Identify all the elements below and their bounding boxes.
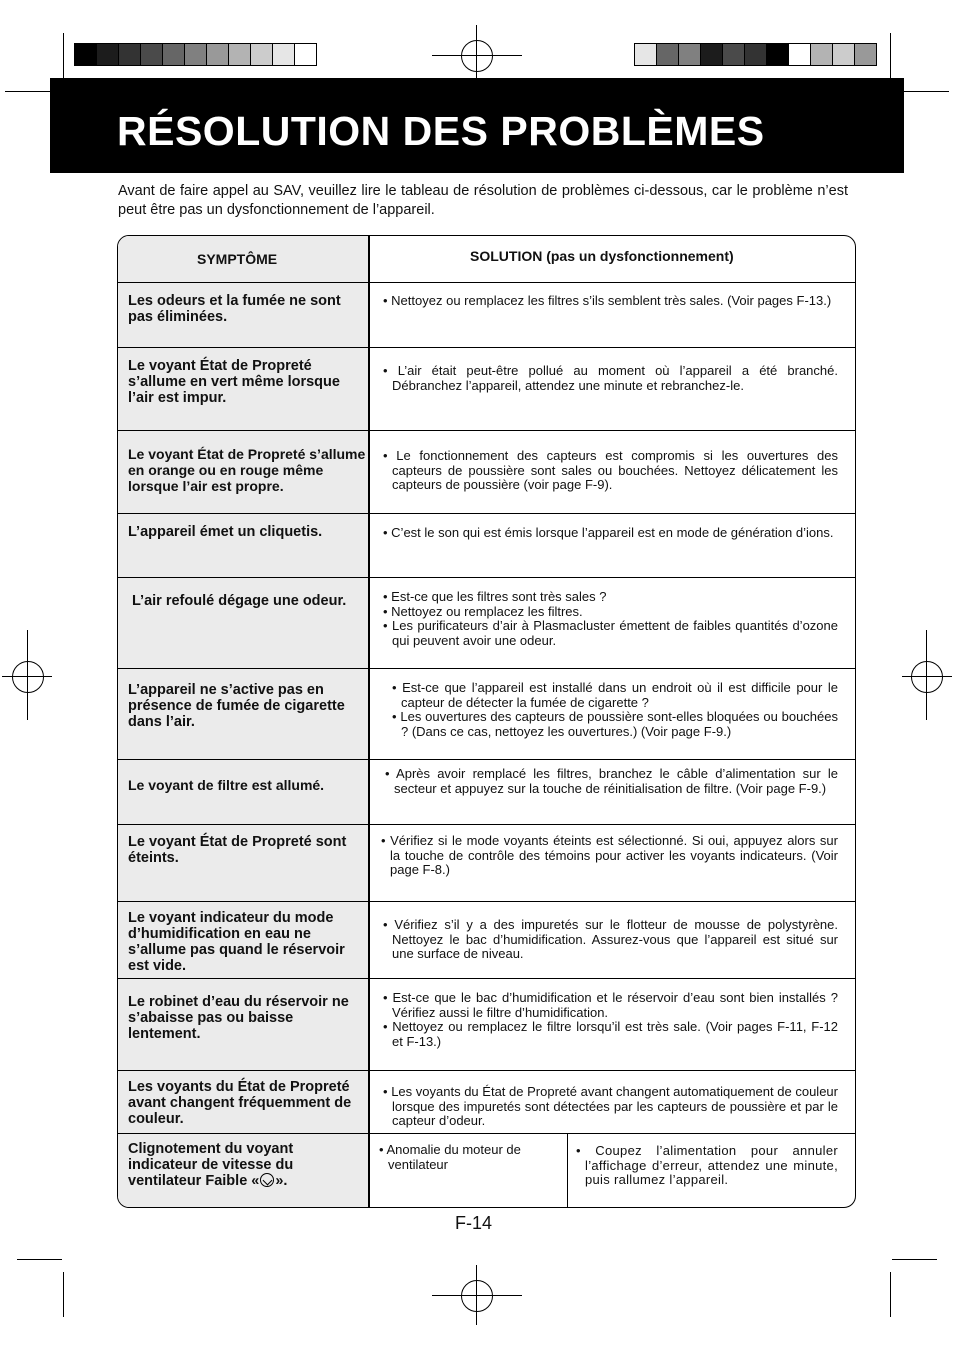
symptom-cell: [128, 1141, 366, 1189]
solution-item: • Nettoyez ou remplacez les filtres.: [383, 605, 838, 620]
intro-text: Avant de faire appel au SAV, veuillez lire le tableau de résolution de problèmes ci-dessous, car le problème n’est peut être pas un dysfonctionnement de l’appareil.: [118, 183, 848, 218]
solution-item: • Les purificateurs d’air à Plasmacluster émettent de faibles quantités d’ozone qui peuvent avoir une odeur.: [383, 619, 838, 648]
symptom-cell: L’air refoulé dégage une odeur.: [132, 593, 347, 609]
color-swatch: [97, 44, 119, 65]
header-symptom: SYMPTÔME: [197, 251, 278, 267]
color-swatch: [251, 44, 273, 65]
cause-cell: [379, 1143, 559, 1172]
color-swatch: [229, 44, 251, 65]
solution-item: • Vérifiez si le mode voyants éteints est sélectionné. Si oui, appuyez alors sur la touche de contrôle des témoins pour activer les voyants indicateurs. (Voir page F-8.): [381, 834, 838, 878]
color-swatch: [855, 44, 876, 65]
color-swatch: [207, 44, 229, 65]
symptom-cell: L’appareil émet un cliquetis.: [128, 524, 323, 540]
color-swatch: [163, 44, 185, 65]
color-swatch: [811, 44, 833, 65]
color-swatch: [119, 44, 141, 65]
solution-cell: [383, 364, 838, 393]
color-swatch-bar-left: [74, 43, 317, 66]
symptom-cell: Les voyants du État de Propreté avant changent fréquemment de couleur.: [128, 1079, 352, 1127]
solution-item: • Les voyants du État de Propreté avant changent automatiquement de couleur lorsque des impuretés sont détectées par les capteurs de poussière et par le capteur d’odeur.: [383, 1085, 838, 1129]
fan-low-icon: [260, 1173, 274, 1187]
color-swatch-bar-right: [634, 43, 877, 66]
solution-cell: [383, 449, 838, 493]
solution-item: • Les ouvertures des capteurs de poussière sont-elles bloquées ou bouchées ? (Dans ce cas, nettoyez les ouvertures.) (Voir page F-9.): [392, 710, 838, 739]
solution-item: • Nettoyez ou remplacez les filtres s’ils semblent très sales. (Voir pages F-13.): [383, 294, 838, 309]
color-swatch: [273, 44, 295, 65]
solution-cell: [576, 1144, 838, 1188]
troubleshooting-table: [117, 235, 856, 1208]
solution-item: • Coupez l’alimentation pour annuler l’affichage d’erreur, attendez une minute, puis rallumez l’appareil.: [576, 1144, 838, 1188]
symptom-cell: Les odeurs et la fumée ne sont pas éliminées.: [128, 293, 341, 325]
solution-cell: [383, 590, 838, 648]
solution-cell: [383, 1085, 838, 1129]
solution-cell: [381, 834, 838, 878]
symptom-text: Clignotement du voyant indicateur de vitesse du ventilateur Faible «: [128, 1141, 294, 1189]
color-swatch: [141, 44, 163, 65]
solution-item: • L’air était peut-être pollué au moment où l’appareil a été branché. Débranchez l’appareil, attendez une minute et rebranchez-le.: [383, 364, 838, 393]
solution-cell: [383, 991, 838, 1049]
solution-item: • C’est le son qui est émis lorsque l’appareil est en mode de génération d’ions.: [383, 526, 838, 541]
color-swatch: [833, 44, 855, 65]
page-title: RÉSOLUTION DES PROBLÈMES: [117, 108, 765, 154]
color-swatch: [789, 44, 811, 65]
symptom-cell: Le voyant de filtre est allumé.: [128, 777, 325, 793]
color-swatch: [75, 44, 97, 65]
symptom-text-end: ».: [275, 1173, 288, 1189]
symptom-cell: L’appareil ne s’active pas en présence de fumée de cigarette dans l’air.: [128, 682, 345, 730]
cause-item: • Anomalie du moteur de ventilateur: [379, 1143, 559, 1172]
solution-cell: [383, 526, 838, 541]
symptom-cell: Le voyant État de Propreté s’allume en orange ou en rouge même lorsque l’air est propre.: [128, 446, 366, 494]
solution-cell: [383, 918, 838, 962]
color-swatch: [679, 44, 701, 65]
solution-cell: [392, 681, 838, 739]
solution-item: • Vérifiez s’il y a des impuretés sur le flotteur de mousse de polystyrène. Nettoyez le bac d’humidification. Assurez-vous que l’appareil est situé sur une surface de niveau.: [383, 918, 838, 962]
solution-cell: [383, 294, 838, 309]
color-swatch: [295, 44, 316, 65]
color-swatch: [723, 44, 745, 65]
solution-item: • Après avoir remplacé les filtres, branchez le câble d’alimentation sur le secteur et appuyez sur la touche de réinitialisation de filtre. (Voir page F-9.): [385, 767, 838, 796]
title-banner: [50, 78, 904, 173]
solution-item: • Nettoyez ou remplacez le filtre lorsqu’il est très sale. (Voir pages F-11, F-12 et F-13.): [383, 1020, 838, 1049]
solution-cell: [385, 767, 838, 796]
color-swatch: [185, 44, 207, 65]
symptom-cell: Le voyant État de Propreté s’allume en vert même lorsque l’air est impur.: [128, 358, 340, 406]
solution-item: • Est-ce que les filtres sont très sales ?: [383, 590, 838, 605]
symptom-cell: Le robinet d’eau du réservoir ne s’abaisse pas ou baisse lentement.: [128, 994, 349, 1042]
solution-item: • Est-ce que le bac d’humidification et le réservoir d’eau sont bien installés ? Vérifiez aussi le filtre d’humidification.: [383, 991, 838, 1020]
color-swatch: [701, 44, 723, 65]
color-swatch: [635, 44, 657, 65]
color-swatch: [767, 44, 789, 65]
page-number: F-14: [455, 1213, 493, 1233]
symptom-cell: Le voyant indicateur du mode d’humidification en eau ne s’allume pas quand le réservoir est vide.: [128, 910, 345, 974]
header-solution: SOLUTION (pas un dysfonctionnement): [470, 248, 734, 264]
solution-item: • Est-ce que l’appareil est installé dans un endroit où il est difficile pour le capteur de détecter la fumée de cigarette ?: [392, 681, 838, 710]
symptom-cell: Le voyant État de Propreté sont éteints.: [128, 834, 347, 866]
solution-item: • Le fonctionnement des capteurs est compromis si les ouvertures des capteurs de poussière sont sales ou bouchées. Nettoyez délicatement les capteurs de poussière (voir page F-9).: [383, 449, 838, 493]
color-swatch: [745, 44, 767, 65]
color-swatch: [657, 44, 679, 65]
